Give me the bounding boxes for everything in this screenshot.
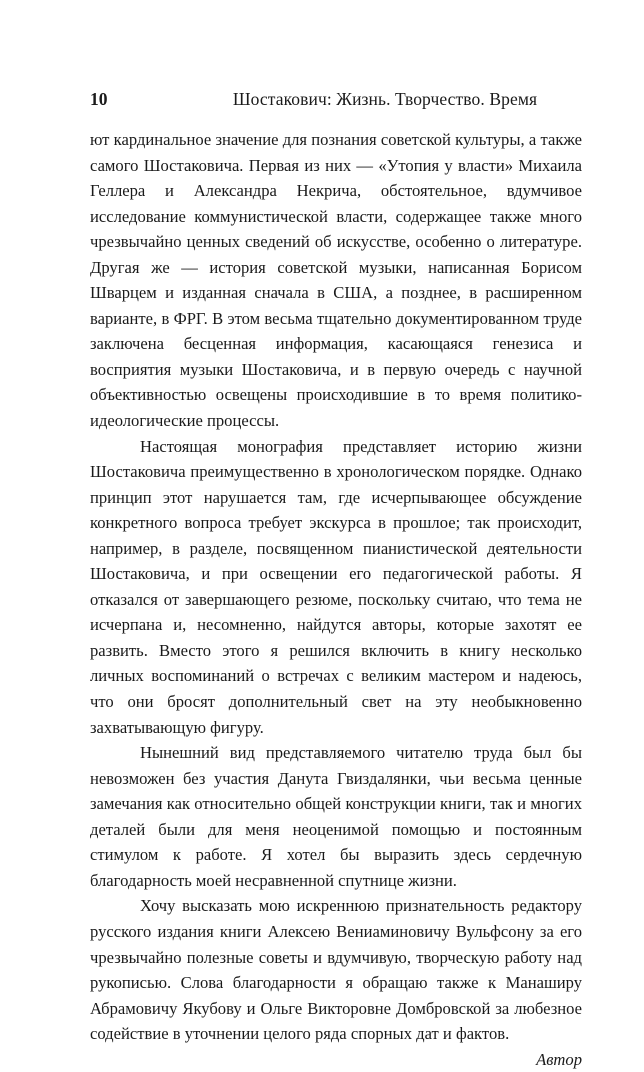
paragraph-2: Настоящая монография представляет историю жизни Шостаковича преимущественно в хронологическом порядке. Однако принцип этот нарушается там, где исчерпывающее обсуждение конкретного вопроса требует экскурса в прошлое; так происходит, например, в разделе, посвященном пианистической деятельности Шостаковича, и при освещении его педагогической работы. Я отказался от завершающего резюме, поскольку считаю, что тема не исчерпана и, несомненно, найдутся авторы, которые захотят ее развить. Вместо этого я решился включить в книгу несколько личных воспоминаний о встречах с великим мастером и надеюсь, что они бросят дополнительный свет на эту необыкновенно захватывающую фигуру.	[90, 436, 582, 737]
author-signature: Автор	[536, 1049, 582, 1069]
running-header	[90, 86, 582, 112]
book-title: Шостакович: Жизнь. Творчество. Время	[232, 89, 538, 109]
paragraph-4: Хочу высказать мою искреннюю признательность редактору русского издания книги Алексею Вениаминовичу Вульфсону за его чрезвычайно полезные советы и вдумчивую, творческую работу над рукописью. Слова благодарности я обращаю также к Манаширу Абрамовичу Якубову и Ольге Викторовне Домбровской за любезное содействие в уточнении целого ряда спорных дат и фактов.	[90, 896, 582, 1044]
body-text	[90, 127, 582, 1072]
paragraph-3: Нынешний вид представляемого читателю труда был бы невозможен без участия Данута Гвиздалянки, чьи весьма ценные замечания как относительно общей конструкции книги, так и многих деталей были для меня неоценимой помощью и постоянным стимулом к работе. Я хотел бы выразить здесь сердечную благодарность моей несравненной спутнице жизни.	[90, 743, 582, 890]
paragraph-1: ют кардинальное значение для познания советской культуры, а также самого Шостаковича. Первая из них — «Утопия у власти» Михаила Геллера и Александра Некрича, обстоятельное, вдумчивое исследование коммунистической власти, содержащее также много чрезвычайно ценных сведений об искусстве, особенно о литературе. Другая же — история советской музыки, написанная Борисом Шварцем и изданная сначала в США, а позднее, в расширенном варианте, в ФРГ. В этом весьма тщательно документированном труде заключена бесценная информация, касающаяся генезиса и восприятия музыки Шостаковича, и в первую очередь с научной объективностью освещены происходившие в то время политико-идеологические процессы.	[90, 130, 582, 431]
page-number: 10	[90, 89, 108, 109]
